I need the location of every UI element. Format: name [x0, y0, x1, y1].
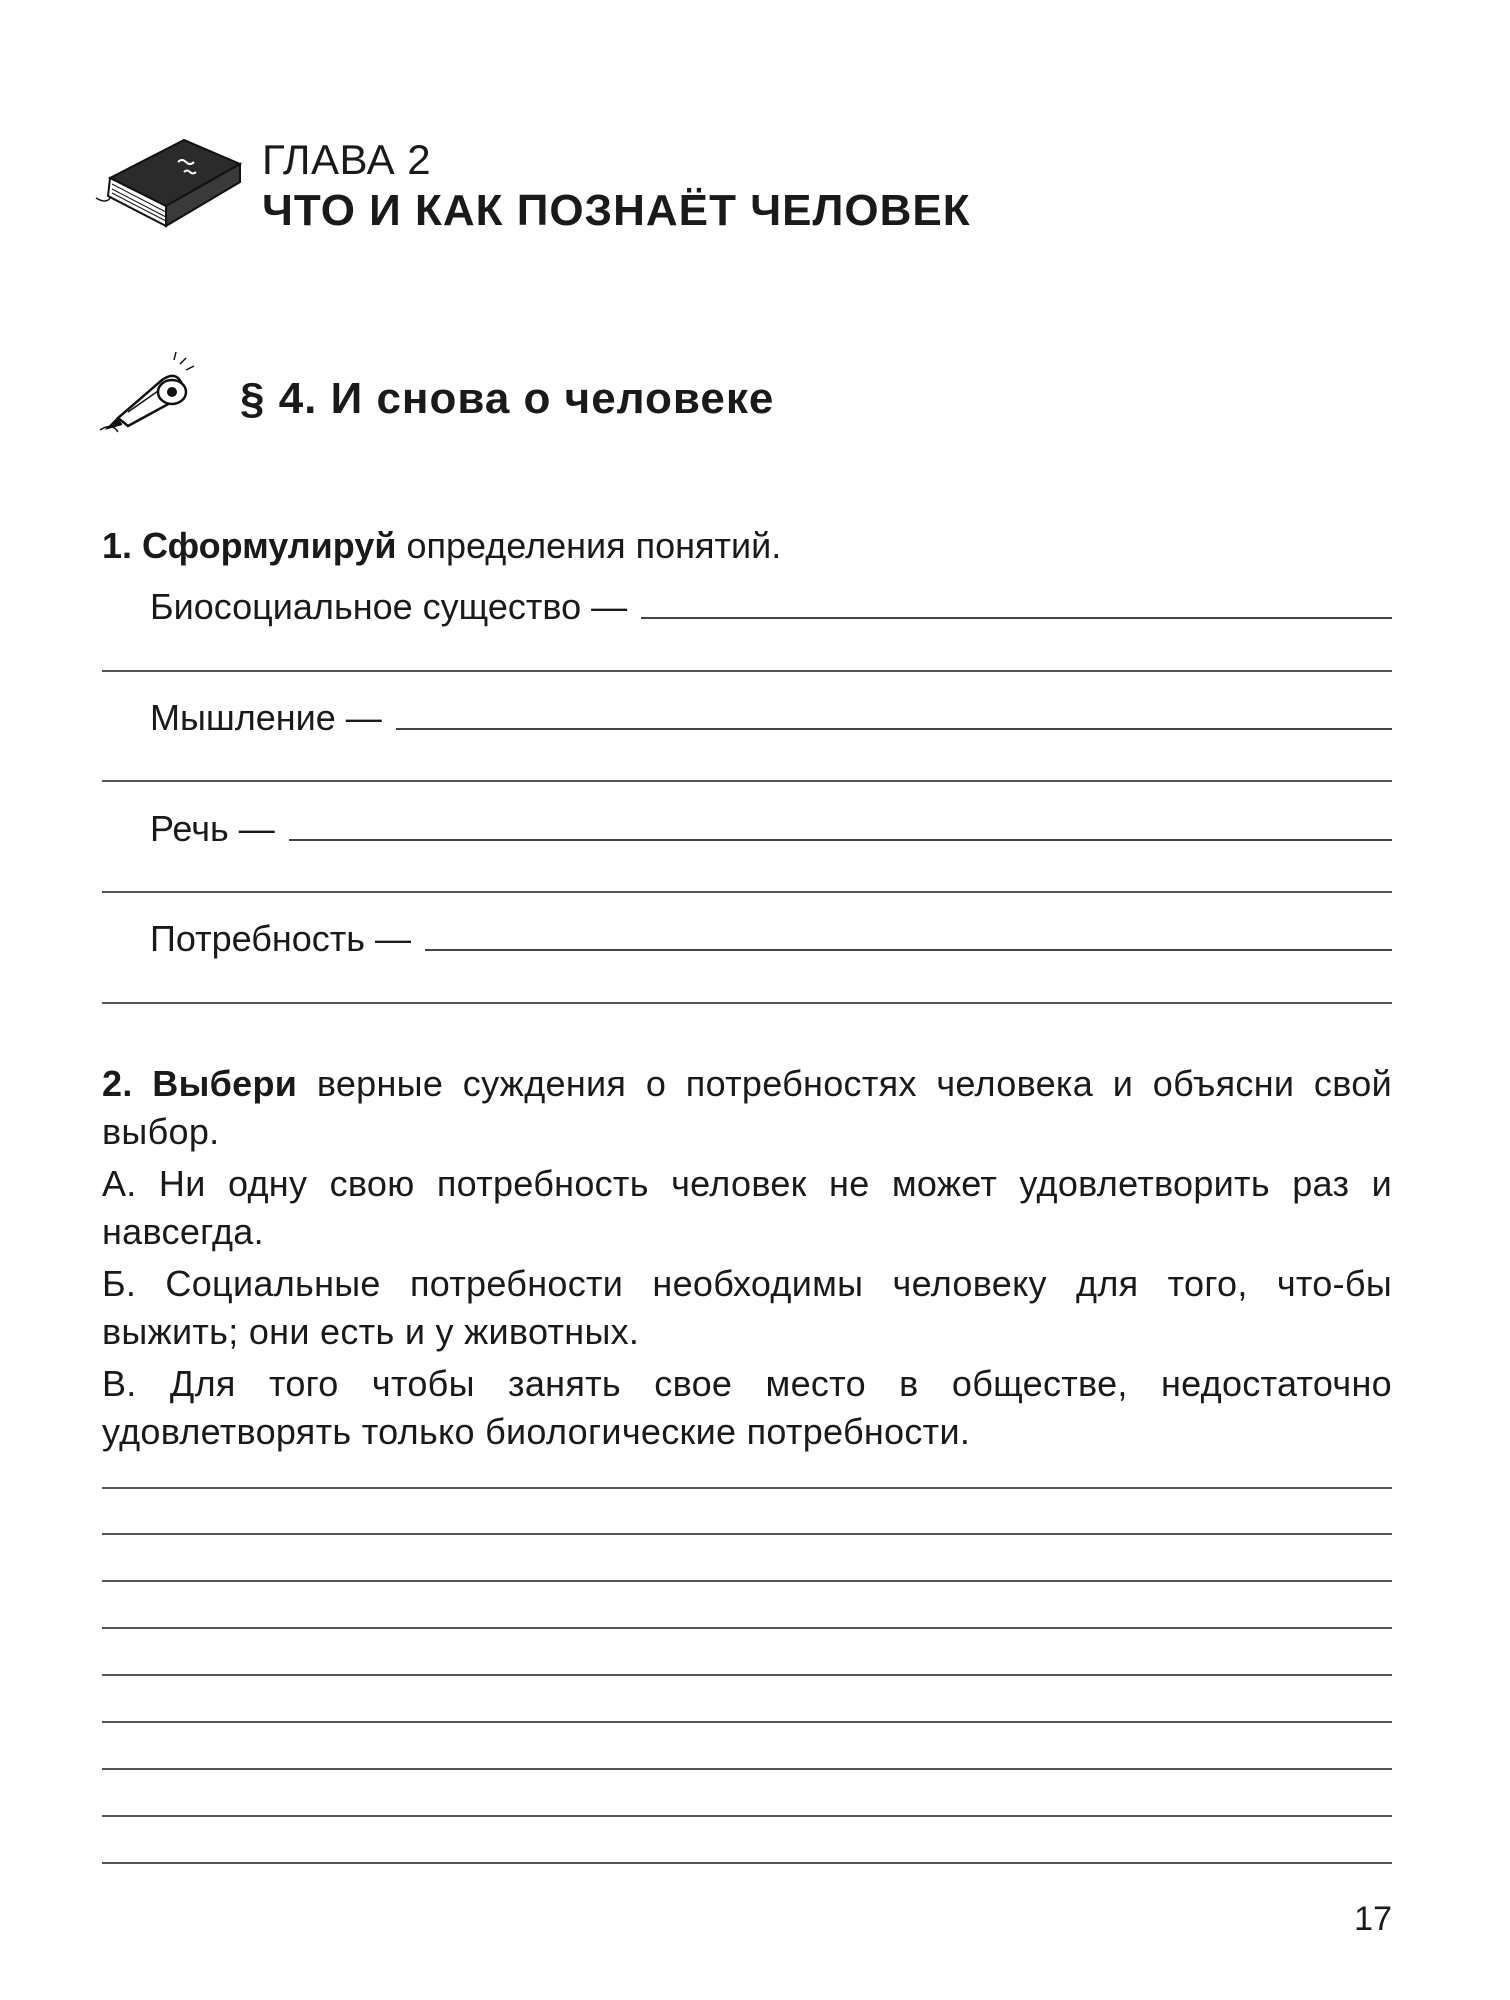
- answer-line[interactable]: [102, 1768, 1392, 1770]
- term-label: Потребность —: [150, 918, 411, 959]
- term-row-biosocial[interactable]: [150, 586, 1392, 628]
- pencil-icon: [98, 350, 202, 434]
- term-label: Биосоциальное существо —: [150, 586, 628, 627]
- answer-line[interactable]: [102, 670, 1392, 672]
- answer-line[interactable]: [102, 891, 1392, 893]
- answer-line[interactable]: [102, 1815, 1392, 1817]
- answer-line[interactable]: [102, 1674, 1392, 1676]
- answer-line[interactable]: [102, 1580, 1392, 1582]
- answer-line[interactable]: [102, 1533, 1392, 1535]
- statement-c: В. Для того чтобы занять свое место в обществе, недостаточно удовлетворять только биологические потребности.: [102, 1363, 1392, 1452]
- term-row-thinking[interactable]: [150, 697, 1392, 739]
- page-number: 17: [1354, 1900, 1392, 1938]
- answer-line[interactable]: [641, 587, 1392, 619]
- answer-line[interactable]: [425, 919, 1392, 951]
- chapter-title: ЧТО И КАК ПОЗНАЁТ ЧЕЛОВЕК: [262, 186, 971, 235]
- answer-line[interactable]: [396, 698, 1392, 730]
- term-row-need[interactable]: [150, 918, 1392, 960]
- statement-b: Б. Социальные потребности необходимы человеку для того, что-бы выжить; они есть и у животных.: [102, 1263, 1392, 1352]
- statement-a: А. Ни одну свою потребность человек не может удовлетворить раз и навсегда.: [102, 1163, 1392, 1252]
- answer-line[interactable]: [102, 780, 1392, 782]
- answer-line[interactable]: [102, 1002, 1392, 1004]
- task1-rest: определения понятий.: [406, 525, 782, 566]
- answer-line[interactable]: [102, 1627, 1392, 1629]
- task1-number: 1.: [102, 525, 133, 566]
- term-row-speech[interactable]: [150, 808, 1392, 850]
- answer-line[interactable]: [102, 1487, 1392, 1489]
- task2-rest: верные суждения о потребностях человека и объясни свой выбор.: [102, 1063, 1392, 1152]
- chapter-label: ГЛАВА 2: [262, 136, 432, 183]
- term-label: Речь —: [150, 808, 275, 849]
- book-icon: [92, 128, 242, 238]
- answer-line[interactable]: [102, 1721, 1392, 1723]
- task1-instruction: [102, 522, 781, 570]
- term-label: Мышление —: [150, 697, 382, 738]
- task1-verb: Сформулируй: [142, 525, 397, 566]
- task2-number: 2.: [102, 1063, 133, 1104]
- section-title: § 4. И снова о человеке: [240, 374, 775, 423]
- task2-verb: Выбери: [152, 1063, 298, 1104]
- answer-line[interactable]: [102, 1862, 1392, 1864]
- task2-instruction: [102, 1060, 1392, 1156]
- answer-line[interactable]: [289, 809, 1392, 841]
